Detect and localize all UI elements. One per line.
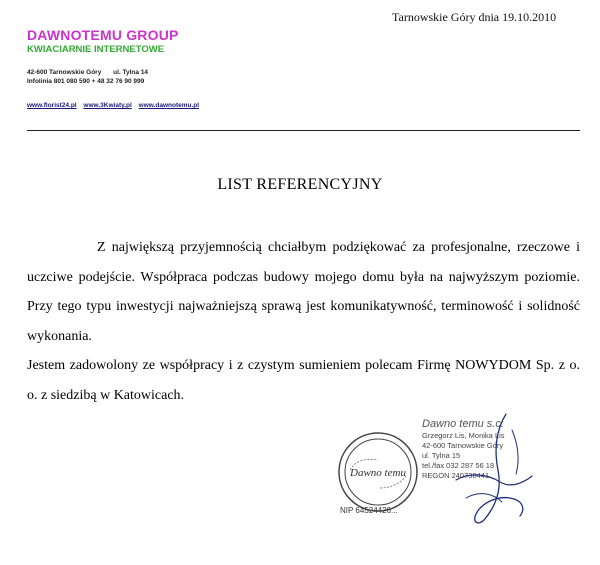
company-subtitle: KWIACIARNIE INTERNETOWE [27, 44, 165, 55]
stamp-tel: tel./fax 032 287 56 18 [422, 461, 495, 470]
paragraph: Z największą przyjemnością chciałbym podziękować za profesjonalne, rzeczowe i uczciwe podejście. Współpraca podczas budowy mojego domu była na najwyższym poziomie. Przy tego typu inwestycji najważniejszą sprawą jest komunikatywność, terminowość i solidność wykonania. [27, 240, 580, 344]
company-header [27, 27, 179, 86]
stamp-street: ul. Tylna 15 [422, 451, 461, 460]
infolinia: Infolinia 801 080 590 + 48 32 76 90 999 [27, 78, 145, 85]
link-dawnotemu[interactable]: www.dawnotemu.pl [138, 102, 200, 109]
stamp-nip: NIP 64524426... [340, 506, 398, 515]
handwritten-signature-icon [436, 410, 546, 530]
address-city: 42-600 Tarnowskie Góry [27, 69, 102, 76]
paragraph: Jestem zadowolony ze współpracy i z czystym sumieniem polecam Firmę NOWYDOM Sp. z o. o. z siedzibą w Katowicach. [27, 358, 580, 403]
round-stamp-icon [336, 430, 420, 514]
letter-body [27, 233, 580, 410]
company-name: DAWNOTEMU GROUP [27, 27, 179, 43]
company-address [27, 68, 179, 86]
address-street: ul. Tylna 14 [113, 69, 149, 76]
header-divider [27, 130, 580, 131]
stamp-and-signature [336, 410, 576, 530]
link-3kwiaty[interactable]: www.3Kwiaty.pl [83, 102, 132, 109]
stamp-company: Dawno temu s.c. [422, 418, 504, 430]
company-links [27, 102, 204, 109]
place-and-date: Tarnowskie Góry dnia 19.10.2010 [392, 10, 557, 24]
document-title: LIST REFERENCYJNY [217, 176, 383, 193]
stamp-owners: Grzegorz Lis, Monika Lis [422, 431, 505, 440]
stamp-regon: REGON 240738441 [422, 471, 490, 480]
stamp-logo-text: Dawno temu [350, 467, 406, 479]
link-florist24[interactable]: www.florist24.pl [27, 102, 77, 109]
stamp-city: 42-600 Tarnowskie Góry [422, 441, 504, 450]
